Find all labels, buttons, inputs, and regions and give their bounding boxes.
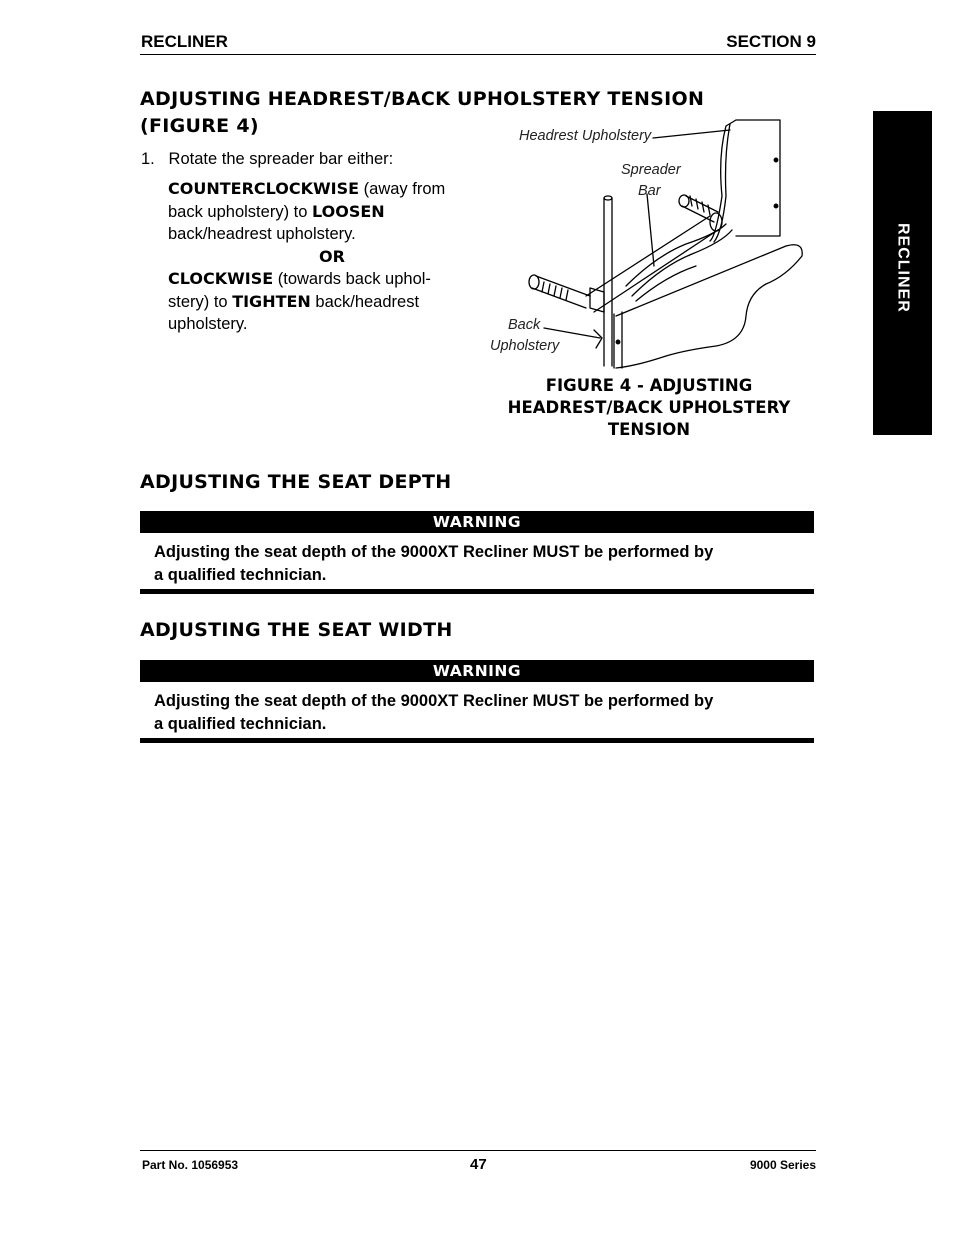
- label-headrest-upholstery: Headrest Upholstery: [519, 128, 652, 144]
- ccw-text-2: back/headrest upholstery.: [168, 225, 356, 243]
- cw-instruction: [168, 268, 468, 336]
- ccw-text-1: (away from back upholstery) to: [168, 180, 446, 221]
- warning-rule-width: [140, 738, 814, 743]
- ccw-instruction: [168, 178, 468, 246]
- header-section: SECTION 9: [726, 32, 816, 51]
- footer-rule: [140, 1150, 816, 1151]
- side-tab: [873, 111, 932, 435]
- cw-keyword: CLOCKWISE: [168, 269, 274, 288]
- warning-text-width: [154, 690, 804, 736]
- step-text: Rotate the spreader bar either:: [168, 150, 394, 168]
- footer-page-number: 47: [470, 1156, 487, 1173]
- warning-banner-width: WARNING: [140, 660, 814, 682]
- figure-4-caption: [486, 375, 812, 441]
- loosen-keyword: LOOSEN: [312, 201, 385, 221]
- warning-depth-line-2: a qualified technician.: [154, 566, 327, 584]
- page-header: [140, 32, 816, 55]
- side-tab-label: RECLINER: [894, 223, 912, 313]
- label-spreader-2: Bar: [638, 183, 661, 199]
- recliner-back-drawing: [486, 116, 810, 372]
- caption-line-3: TENSION: [607, 420, 691, 439]
- caption-line-2: HEADREST/BACK UPHOLSTERY: [507, 398, 791, 417]
- heading-line-2: (FIGURE 4): [140, 115, 259, 137]
- cw-text-1: (towards back uphol-stery) to: [168, 270, 431, 311]
- heading-seat-width: ADJUSTING THE SEAT WIDTH: [140, 619, 453, 641]
- ccw-keyword: COUNTERCLOCKWISE: [168, 179, 360, 198]
- step-instructions: [168, 178, 468, 336]
- warning-width-line-2: a qualified technician.: [154, 715, 327, 733]
- or-label: OR: [319, 246, 345, 266]
- warning-width-line-1: Adjusting the seat depth of the 9000XT Recliner MUST be performed by: [154, 692, 714, 710]
- step-1: [141, 150, 393, 169]
- footer-part-number: Part No. 1056953: [142, 1158, 239, 1172]
- warning-banner-depth: WARNING: [140, 511, 814, 533]
- warning-rule-depth: [140, 589, 814, 594]
- label-back-2: Upholstery: [490, 338, 560, 354]
- heading-line-1: ADJUSTING HEADREST/BACK UPHOLSTERY TENSION: [140, 88, 705, 110]
- heading-seat-depth: ADJUSTING THE SEAT DEPTH: [140, 471, 452, 493]
- tighten-keyword: TIGHTEN: [232, 291, 311, 311]
- footer-series: 9000 Series: [749, 1158, 816, 1172]
- warning-text-depth: [154, 541, 804, 587]
- header-chapter: RECLINER: [141, 32, 228, 51]
- figure-4-illustration: [486, 116, 810, 372]
- label-spreader-1: Spreader: [621, 162, 681, 178]
- caption-line-1: FIGURE 4 - ADJUSTING: [545, 376, 753, 395]
- warning-depth-line-1: Adjusting the seat depth of the 9000XT Recliner MUST be performed by: [154, 543, 714, 561]
- label-back-1: Back: [508, 317, 541, 333]
- cw-text-2: back/headrest upholstery.: [168, 292, 420, 333]
- step-number: 1.: [141, 150, 155, 168]
